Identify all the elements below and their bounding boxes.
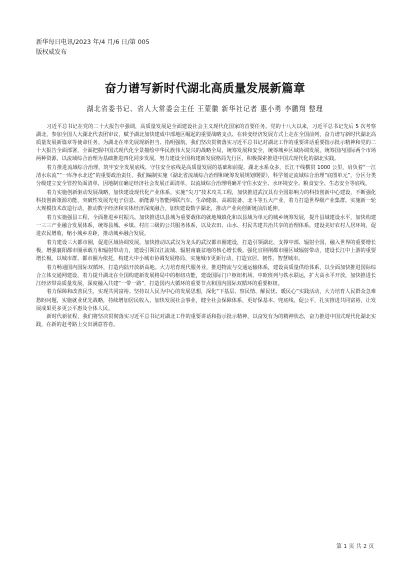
article-byline: 湖北省委书记、省人大常委会主任 王蒙徽 新华社记者 惠小勇 李鹏翔 整理 xyxy=(86,105,324,113)
article-title: 奋力谱写新时代湖北高质量发展新篇章 xyxy=(104,81,306,95)
paragraph: 习近平总书记在党的二十大报告中强调，高质量发展是全面建设社会主义现代化国家的首要任务。党的十八大以来，习近平总书记先后 5 次考察湖北，参加全国人大湖北代表团审议，赋予湖北加快建成中部地区崛起的重要战略支点、在转变经济发展方式上走在全国前列，奋力谱写新时代湖北高质量发展新篇章等使命任务。为湖北在率先展现新担当、指明强航，我们坚决贯彻落实习近平总书记对湖北工作的重要讲话重要指示批示精神和党的二十大报告全面部署，全面把握中国式现代化全景描绘中华民族伟大复兴的战略全局，统筹发展和安全，统筹城乡区域协调发展，统筹国内国际两个市场两种资源，以流域综合治理为基础推进四化同步发展。努力建设全国构建新发展格局先行区，积极探索推进中国式现代化的湖北实践。 xyxy=(36,124,376,163)
paragraph: 着力实施强县工程，全面推进乡村振兴。加快推进以县城为重要载体的就地城镇化和以县域为单元的城乡统筹发展，提升县域建设水平，加快构建一三三产业融合发展体系，统筹县城、乡镇、村庄三级的公共服务体系，以及农田、山水、村民共建共治共享的治理体系。建设美好农村人居环境，促进农民增收，缩小城乡差距，推动城乡融合发展。 xyxy=(36,214,376,237)
source-line-2: 版权威发布 xyxy=(36,49,67,56)
paragraph: 着力建设三大都市圈，促进区域协调发展。加快推动以武汉为龙头的武汉都市圈建设，打造引领湖北、支撑中部、辐射全国、融入世界的重要增长极。增强襄阳都市圈承载力和辐射带动力，建设引领汉江流域、辐射南襄盆地的核心增长极。强化宜荆荆都市圈区域辐射带动，建设长江中上游的重要增长极。以城市群、都市圈为依托，构建大中小城市协调发展格局，实施城市更新行动，打造宜居、韧性、智慧城市。 xyxy=(36,239,376,262)
paragraph: 着力畅通国内国际双循环，打造内陆开放新高地。大力培育现代服务业，推进物流与交通运输体系，建设高质量供给体系，以全面加快推进国际综合立体交通网建设，着力提升湖北在全国构建新发展格局中的枢纽功能，建设国际门户枢纽机场、中欧班列与铁水联运，扩大高水平开放，加快推进长江经济带高质量发展，深度融入共建“一带一路”，打造国内大循环的重要节点和国内国际双循环的重要枢纽。 xyxy=(36,264,376,287)
article-body xyxy=(36,123,376,330)
paragraph: 着力推进流域综合治理，筑牢安全发展底线。守住安全底线是高质量发展的基础和前提。湖北水系众多，长江干线横贯 1000 公里，肩负着“一江清水东流”“一库净水北送”的重要政治责任。我们编制实施《湖北省流域综合治理和统筹发展规划纲要》，科学划定流域综合治理“底图单元”，分区分类分级建立安全管控负面清单，因地制宜确定经济社会发展正面清单，以流域综合治理明确并守住水安全、水环境安全、粮食安全、生态安全等底线。 xyxy=(36,165,376,188)
paragraph: 新时代新征程，我们将坚决贯彻落实习近平总书记对湖北工作的重要讲话和指示批示精神，以奋发有为的精神状态，奋力推进中国式现代化湖北实践，在新的赶考路上交出满意答卷。 xyxy=(36,314,376,329)
source-line-1: 新华每日电讯/2023 年/4 月/6 日/第 005 xyxy=(36,39,150,46)
paragraph: 着力保障和改善民生，实现共同富裕。坚持以人民为中心的发展思想，深化“下基层、察民情、解民忧、暖民心”实践活动，大力培育人民群众急难愁盼问题，实施就业优先战略，持续增加居民收入，加快发展社会事业，健全社会保障体系，更好保基本、兜底线、促公平，扎实推进共同富裕，让发展成果更多更公平惠及全体人民。 xyxy=(36,289,376,312)
source-meta xyxy=(36,38,150,58)
page-number: 第 1 页 共 2 页 xyxy=(336,544,374,550)
paragraph: 着力实施创新驱动发展战略，加快建设现代化产业体系。实施“尖刀”技术攻关工程，加快推进武汉具有全国影响力的科技创新中心建设，不断强化科技创新策源功能，突破性发展光电子信息、新能源与智能网联汽车、生命健康、高端装备、北斗等五大产业，着力打造世界级产业集群。实施新一轮大规模技术改造行动，推动数字经济和实体经济深度融合，加快建设数字湖北，推动产业向创新链前沿延伸。 xyxy=(36,189,376,213)
